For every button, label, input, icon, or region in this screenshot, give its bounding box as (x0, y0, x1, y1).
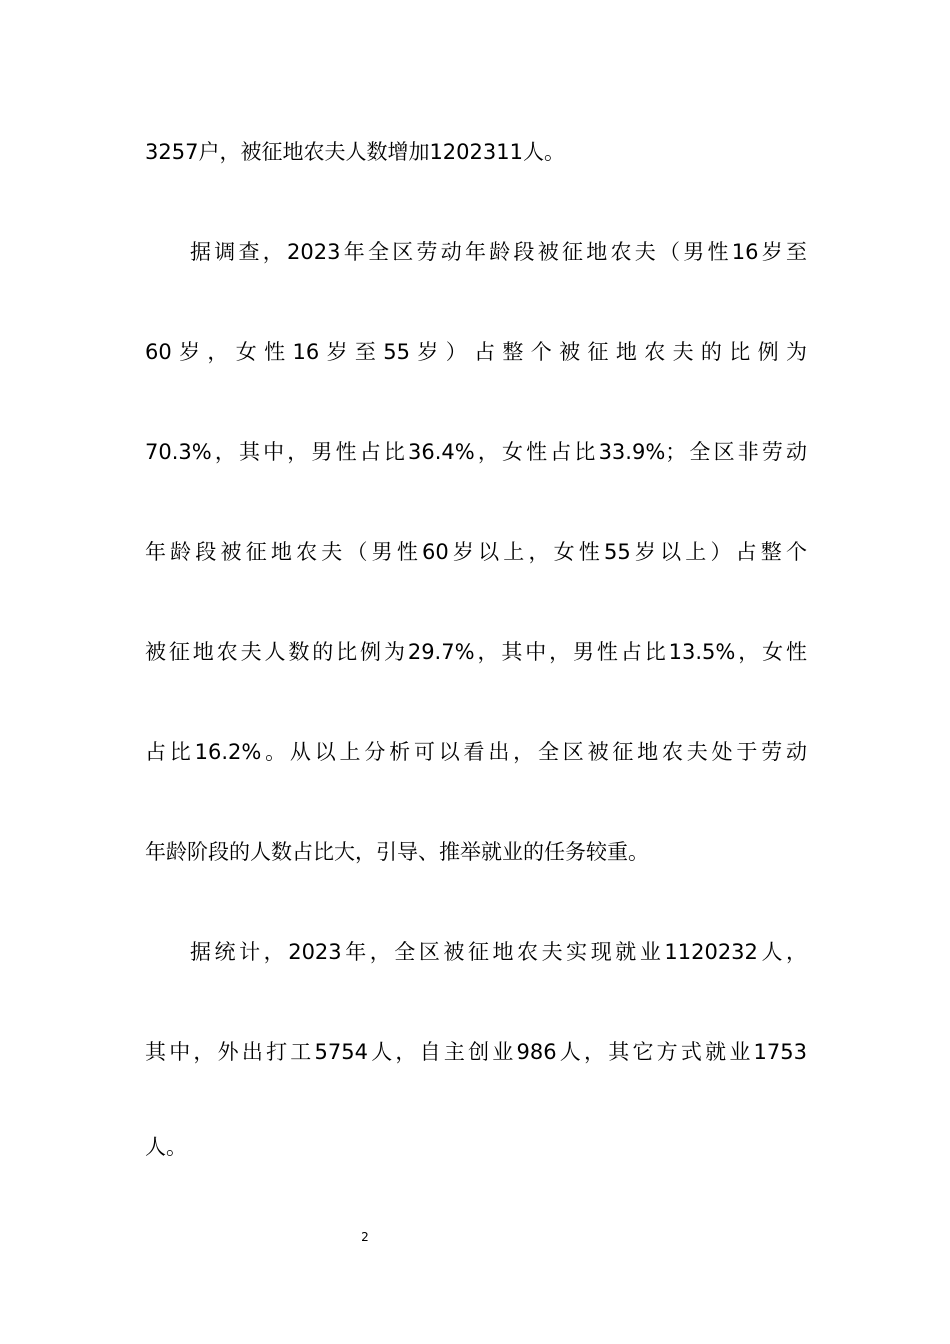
text-line-7: 占比16.2%。从以上分析可以看出，全区被征地农夫处于劳动 (145, 740, 807, 764)
text-line-1: 3257户，被征地农夫人数增加1202311人。 (145, 140, 565, 164)
text-line-10: 其中，外出打工5754人，自主创业986人，其它方式就业1753 (145, 1040, 807, 1064)
text-line-6: 被征地农夫人数的比例为29.7%，其中，男性占比13.5%，女性 (145, 640, 807, 664)
text-line-2: 据调查，2023年全区劳动年龄段被征地农夫（男性16岁至 (190, 240, 807, 264)
text-line-11: 人。 (145, 1135, 187, 1159)
text-line-8: 年龄阶段的人数占比大，引导、推举就业的任务较重。 (145, 840, 649, 864)
text-line-5: 年龄段被征地农夫（男性60岁以上，女性55岁以上）占整个 (145, 540, 807, 564)
text-line-9: 据统计，2023年，全区被征地农夫实现就业1120232人， (190, 940, 807, 964)
page-number: 2 (361, 1230, 369, 1244)
text-line-4: 70.3%，其中，男性占比36.4%，女性占比33.9%；全区非劳动 (145, 440, 807, 464)
text-line-3: 60岁，女性16岁至55岁）占整个被征地农夫的比例为 (145, 340, 807, 364)
